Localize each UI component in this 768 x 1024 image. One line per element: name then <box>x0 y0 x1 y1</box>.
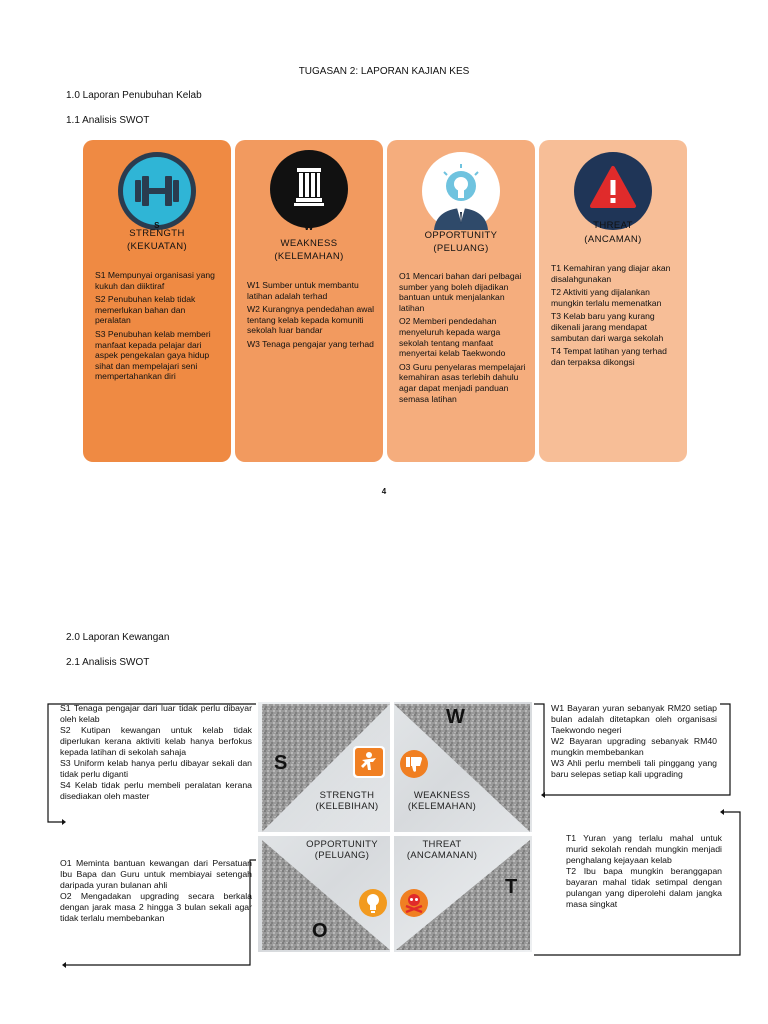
martial-arts-icon <box>353 746 385 778</box>
list-item: O2 Memberi pendedahan menyeluruh kepada warga sekolah tentang manfaat menyertai kelab Taekwondo <box>399 316 506 359</box>
weakness-box <box>551 703 717 780</box>
strength-subtitle: (KEKUATAN) <box>126 241 188 252</box>
t-letter: T <box>505 876 518 898</box>
weakness-letter: W <box>304 222 314 233</box>
section1-heading: 1.0 Laporan Penubuhan Kelab <box>66 90 202 101</box>
section2-subheading: 2.1 Analisis SWOT <box>66 657 150 668</box>
list-item: O3 Guru penyelaras mempelajari kemahiran asas terlebih dahulu agar dapat menjadi panduan semasa latihan <box>399 361 526 404</box>
threat-subtitle: (ANCAMAN) <box>584 234 642 245</box>
weakness-card <box>235 140 383 462</box>
list-item: S2 Penubuhan kelab tidak memerlukan bahan dan peralatan <box>95 294 196 326</box>
opportunity-title: OPPORTUNITY <box>424 230 498 241</box>
strength-box <box>60 703 252 802</box>
weakness-points <box>247 280 375 353</box>
list-item: W3 Ahli perlu membeli tali pinggang yang baru selepas setiap kali upgrading <box>551 758 717 779</box>
lightbulb-icon <box>357 887 389 919</box>
threat-points <box>551 263 679 370</box>
opportunity-points <box>399 271 527 407</box>
strength-letter: S <box>154 221 160 230</box>
list-item: T2 Aktiviti yang dijalankan mungkin terlalu memenatkan <box>551 287 662 308</box>
list-item: S1 Tenaga pengajar dari luar tidak perlu dibayar oleh kelab <box>60 703 252 724</box>
threat-title: THREAT <box>593 220 633 231</box>
warning-icon <box>574 152 652 230</box>
list-item: T2 Ibu bapa mungkin beranggapan bayaran mahal tidak setimpal dengan pulangan yang diperolehi dalam jangka masa singkat <box>566 866 722 909</box>
opportunity-box <box>60 858 252 924</box>
list-item: W1 Bayaran yuran sebanyak RM20 setiap bulan adalah ditetapkan oleh organisasi Taekwondo negeri <box>551 703 717 735</box>
list-item: W2 Bayaran upgrading sebanyak RM40 mungkin membebankan <box>551 736 717 757</box>
o-letter: O <box>312 920 328 942</box>
list-item: O1 Mencari bahan dari pelbagai sumber yang boleh dijadikan bantuan untuk menjalankan latihan <box>399 271 522 313</box>
thumbs-down-icon <box>398 748 430 780</box>
list-item: W2 Kurangnya pendedahan awal tentang kelab kepada komuniti sekolah luar bandar <box>247 304 375 336</box>
s-letter: S <box>274 752 288 774</box>
strength-card <box>83 140 231 462</box>
skull-crossbones-icon <box>398 887 430 919</box>
opportunity-card <box>387 140 535 462</box>
threat-card <box>539 140 687 462</box>
doc-title: TUGASAN 2: LAPORAN KAJIAN KES <box>298 66 470 77</box>
list-item: S1 Mempunyai organisasi yang kukuh dan diiktiraf <box>95 270 215 291</box>
list-item: O2 Mengadakan upgrading secara berkala dengan jarak masa 2 hingga 3 bulan sekali agar tidak terlalu membebankan <box>60 891 252 923</box>
weakness-subtitle: (KELEMAHAN) <box>274 251 344 262</box>
lightbulb-head-icon <box>422 152 500 230</box>
page-number: 4 <box>381 487 387 496</box>
section2-heading: 2.0 Laporan Kewangan <box>66 632 170 643</box>
opportunity-subtitle: (PELUANG) <box>433 243 489 254</box>
list-item: W1 Sumber untuk membantu latihan adalah terhad <box>247 280 359 301</box>
list-item: T1 Kemahiran yang diajar akan disalahgunakan <box>551 263 671 284</box>
weakness-label: WEAKNESS (KELEMAHAN) <box>407 790 477 812</box>
list-item: T3 Kelab baru yang kurang dikenali jarang mendapat sambutan dari warga sekolah <box>551 311 664 343</box>
w-letter: W <box>446 706 465 728</box>
threat-label: THREAT (ANCAMANAN) <box>406 839 478 861</box>
opportunity-label: OPPORTUNITY (PELUANG) <box>306 839 378 861</box>
weakness-title: WEAKNESS <box>280 238 338 249</box>
section1-subheading: 1.1 Analisis SWOT <box>66 115 150 126</box>
strength-title: STRENGTH <box>129 228 185 239</box>
list-item: S4 Kelab tidak perlu membeli peralatan kerana disediakan oleh master <box>60 780 252 801</box>
strength-label: STRENGTH (KELEBIHAN) <box>315 790 379 812</box>
list-item: S3 Uniform kelab hanya perlu dibayar sekali dan tidak perlu diganti <box>60 758 252 779</box>
threat-box <box>566 833 722 910</box>
dumbbell-icon <box>118 152 196 230</box>
list-item: W3 Tenaga pengajar yang terhad <box>247 338 374 349</box>
pillar-icon <box>270 150 348 228</box>
list-item: S3 Penubuhan kelab memberi manfaat kepada pelajar dari aspek pengekalan gaya hidup sihat dan mempelajari seni mempertahankan diri <box>95 328 211 382</box>
list-item: O1 Meminta bantuan kewangan dari Persatuan Ibu Bapa dan Guru untuk membiayai setengah daripada yuran bulanan ahli <box>60 858 252 890</box>
strength-points <box>95 270 223 385</box>
list-item: T1 Yuran yang terlalu mahal untuk murid sekolah rendah mungkin menjadi penghalang kejayaan kelab <box>566 833 722 865</box>
list-item: S2 Kutipan kewangan untuk kelab tidak diperlukan kerana aktiviti kelab hanya berfokus kepada latihan di sekolah sahaja <box>60 725 252 757</box>
list-item: T4 Tempat latihan yang terhad dan terpaksa dikongsi <box>551 346 667 367</box>
